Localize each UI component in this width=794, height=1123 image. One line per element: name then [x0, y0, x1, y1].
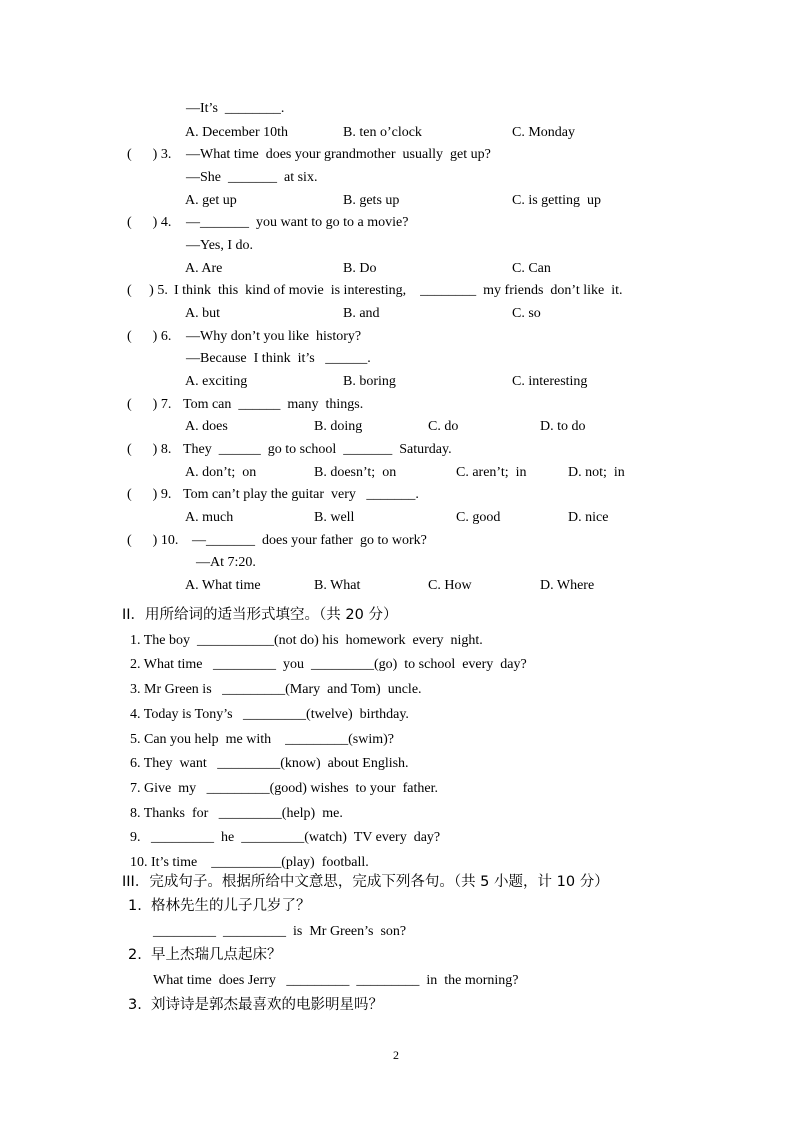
q8-option-d: D. not; in	[568, 465, 625, 480]
q9-option-c: C. good	[456, 510, 501, 525]
q9-option-d: D. nice	[568, 510, 609, 525]
q6-bracket: ( ) 6.	[127, 329, 172, 344]
q7-option-b: B. doing	[314, 419, 363, 434]
q4-option-c: C. Can	[512, 261, 551, 276]
q10-question: —_______ does your father go to work?	[192, 533, 427, 548]
q8-bracket: ( ) 8.	[127, 442, 172, 457]
q3-answer: —She _______ at six.	[186, 170, 318, 185]
section2-item-1: 1. The boy ___________(not do) his homework every night.	[130, 633, 483, 648]
section2-item-7: 7. Give my _________(good) wishes to your father.	[130, 781, 438, 796]
section2-item-9: 9. _________ he _________(watch) TV every day?	[130, 830, 441, 845]
section2-item-4: 4. Today is Tony’s _________(twelve) birthday.	[130, 707, 409, 722]
section3-q1-english: _________ _________ is Mr Green’s son?	[153, 924, 407, 939]
q10-answer: —At 7:20.	[196, 555, 256, 570]
section2-item-3: 3. Mr Green is _________(Mary and Tom) uncle.	[130, 682, 422, 697]
q3-option-c: C. is getting up	[512, 193, 602, 208]
q2-answer: —It’s ________.	[186, 101, 285, 116]
q4-question: —_______ you want to go to a movie?	[186, 215, 409, 230]
section3-heading: III．完成句子。根据所给中文意思，完成下列各句。（共 5 小题，计 10 分）	[122, 874, 609, 890]
q5-bracket: ( ) 5.	[127, 283, 168, 298]
page-number: 2	[393, 1048, 399, 1062]
q7-bracket: ( ) 7.	[127, 397, 172, 412]
section3-q2-english: What time does Jerry _________ _________ in the morning?	[153, 973, 519, 988]
q8-question: They ______ go to school _______ Saturday.	[183, 442, 452, 457]
q4-option-b: B. Do	[343, 261, 377, 276]
section3-q3-chinese: 3. 刘诗诗是郭杰最喜欢的电影明星吗？	[128, 997, 384, 1013]
section2-item-8: 8. Thanks for _________(help) me.	[130, 806, 343, 821]
section2-item-6: 6. They want _________(know) about English.	[130, 756, 409, 771]
q9-option-a: A. much	[185, 510, 234, 525]
q8-option-a: A. don’t; on	[185, 465, 257, 480]
section3-q1-chinese: 1. 格林先生的儿子几岁了？	[128, 898, 311, 914]
q7-option-d: D. to do	[540, 419, 586, 434]
q9-bracket: ( ) 9.	[127, 487, 172, 502]
q8-option-b: B. doesn’t; on	[314, 465, 397, 480]
q5-option-c: C. so	[512, 306, 541, 321]
q6-question: —Why don’t you like history?	[186, 329, 362, 344]
q10-option-c: C. How	[428, 578, 472, 593]
q5-option-b: B. and	[343, 306, 380, 321]
q3-bracket: ( ) 3.	[127, 147, 172, 162]
section2-heading: II．用所给词的适当形式填空。（共 20 分）	[122, 607, 398, 623]
section2-item-5: 5. Can you help me with _________(swim)?	[130, 732, 395, 747]
q10-bracket: ( ) 10.	[127, 533, 179, 548]
q8-option-c: C. aren’t; in	[456, 465, 527, 480]
q4-bracket: ( ) 4.	[127, 215, 172, 230]
q2-option-b: B. ten o’clock	[343, 125, 422, 140]
q7-option-c: C. do	[428, 419, 459, 434]
q2-option-c: C. Monday	[512, 125, 575, 140]
q6-answer: —Because I think it’s ______.	[186, 351, 371, 366]
q2-option-a: A. December 10th	[185, 125, 289, 140]
q3-question: —What time does your grandmother usually get up?	[186, 147, 491, 162]
q10-option-b: B. What	[314, 578, 361, 593]
q10-option-d: D. Where	[540, 578, 595, 593]
section2-item-2: 2. What time _________ you _________(go) to school every day?	[130, 657, 527, 672]
q5-question: I think this kind of movie is interesting, ________ my friends don’t like it.	[174, 283, 623, 298]
section3-q2-chinese: 2. 早上杰瑞几点起床？	[128, 947, 282, 963]
q9-question: Tom can’t play the guitar very _______.	[183, 487, 419, 502]
q3-option-b: B. gets up	[343, 193, 400, 208]
q10-option-a: A. What time	[185, 578, 261, 593]
q9-option-b: B. well	[314, 510, 355, 525]
q6-option-b: B. boring	[343, 374, 396, 389]
q6-option-c: C. interesting	[512, 374, 588, 389]
q7-option-a: A. does	[185, 419, 228, 434]
q6-option-a: A. exciting	[185, 374, 248, 389]
section2-item-10: 10. It’s time __________(play) football.	[130, 855, 369, 870]
q7-question: Tom can ______ many things.	[183, 397, 364, 412]
q4-answer: —Yes, I do.	[186, 238, 254, 253]
q5-option-a: A. but	[185, 306, 220, 321]
q3-option-a: A. get up	[185, 193, 237, 208]
q4-option-a: A. Are	[185, 261, 223, 276]
